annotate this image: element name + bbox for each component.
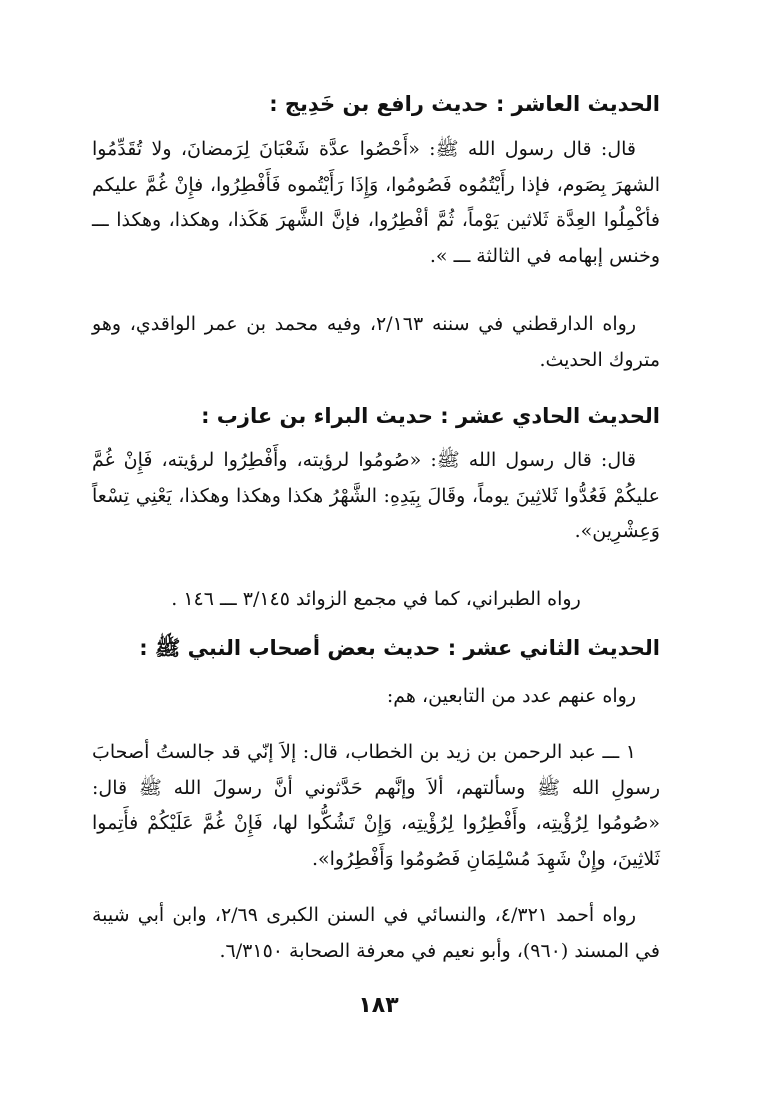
hadith-10-source: رواه الدارقطني في سننه ٢/١٦٣، وفيه محمد بن عمر الواقدي، وهو متروك الحديث. [92, 313, 660, 371]
hadith-12-source: رواه أحمد ٤/٣٢١، والنسائي في السنن الكبرى ٢/٦٩، وابن أبي شيبة في المسند (٩٦٠)، وأبو نعيم في معرفة الصحابة ٦/٣١٥٠. [92, 904, 660, 962]
hadith-12-heading: الحديث الثاني عشر : حديث بعض أصحاب النبي ﷺ : [139, 636, 660, 660]
hadith-11-heading: الحديث الحادي عشر : حديث البراء بن عازب : [201, 404, 660, 428]
page-number: ١٨٣ [358, 993, 399, 1018]
hadith-10-heading: الحديث العاشر : حديث رافع بن خَدِيج : [269, 92, 660, 116]
hadith-11-text: قال: قال رسول الله ﷺ: «صُومُوا لرؤيته، وأَفْطِرُوا لرؤيته، فَإِنْ غُمَّ عليكُمْ فَعُدُّوا ثَلاثِينَ يوماً، وقَالَ بِيَدِهِ: الشَّهْرُ هكذا وهكذا وهكذا، يَعْنِي تِسْعاً وَعِشْرِين». [92, 449, 660, 542]
hadith-12-item-1: ١ ـــ عبد الرحمن بن زيد بن الخطاب، قال: إلاَ إنّي قد جالستُ أصحابَ رسولِ الله ﷺ وسألتهم، ألاَ وإنَّهم حَدَّثوني أنَّ رسولَ الله ﷺ قال: «صُومُوا لِرُؤْيتِه، وأَفْطِرُوا لِرُؤْيتِه، وَإِنْ تَشُكُّوا لها، فَإِنْ غُمَّ عَلَيْكُمْ فأَتِموا ثَلاثِينَ، وإِنْ شَهِدَ مُسْلِمَانِ فَصُومُوا وَأَفْطِرُوا». [92, 741, 660, 870]
hadith-11-source: رواه الطبراني، كما في مجمع الزوائد ٣/١٤٥ ـــ ١٤٦ . [171, 588, 581, 610]
hadith-10-text: قال: قال رسول الله ﷺ: «أَحْصُوا عدَّة شَعْبَانَ لِرَمضانَ، ولا تُقَدِّمُوا الشهرَ بِصَوم، فإذا رأَيْتُمُوه فَصُومُوا، وَإِذَا رَأَيْتُموه فَأَفْطِرُوا، فإِنْ غُمَّ عليكم فأكْمِلُوا العِدَّة ثَلاثين يَوْماً، ثُمَّ أفْطِرُوا، فإنَّ الشَّهرَ هَكَذا، وهكذا، وهكذا ـــ وخنس إبهامه في الثالثة ـــ ». [92, 138, 660, 267]
hadith-12-intro: رواه عنهم عدد من التابعين، هم: [386, 685, 636, 707]
